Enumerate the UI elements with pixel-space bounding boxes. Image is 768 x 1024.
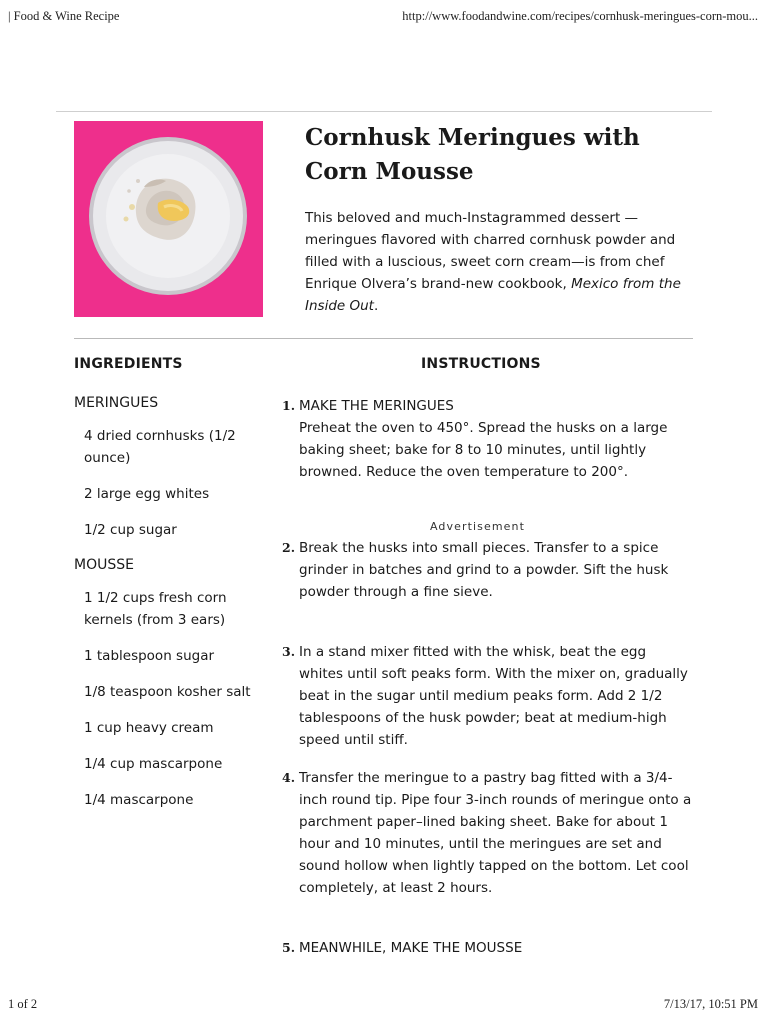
print-timestamp: 7/13/17, 10:51 PM: [663, 997, 758, 1011]
intro-book-title: Mexico from the Inside Out: [305, 276, 681, 314]
ingredient-item: 4 dried cornhusks (1/2 ounce): [84, 428, 236, 466]
ingredient-section-title: MOUSSE: [74, 557, 134, 573]
header-divider: [56, 111, 712, 112]
ingredient-list-mousse: [74, 587, 264, 811]
recipe-intro: [305, 207, 690, 317]
instruction-step: [282, 767, 692, 899]
step-text: Transfer the meringue to a pastry bag fitted with a 3/4-inch round tip. Pipe four 3-inch rounds of meringue onto a parchment paper–lined baking sheet. Bake for about 1 hour and 10 minutes, until the meringues are set and sound hollow when lightly tapped on the bottom. Let cool completely, at least 2 hours.: [299, 770, 692, 896]
ingredient-item: 1 1/2 cups fresh corn kernels (from 3 ears): [84, 590, 227, 628]
ingredient-item: 1 cup heavy cream: [84, 720, 214, 736]
step-lead: MAKE THE MERINGUES: [299, 398, 454, 414]
ingredient-item: 2 large egg whites: [84, 486, 210, 502]
ingredient-list-meringues: [74, 425, 264, 541]
ingredient-item: 1 tablespoon sugar: [84, 648, 215, 664]
print-header-title: | Food & Wine Recipe: [8, 9, 120, 23]
page-counter: 1 of 2: [8, 997, 38, 1011]
step-number: 2.: [282, 540, 296, 555]
step-text: Preheat the oven to 450°. Spread the husks on a large baking sheet; bake for 8 to 10 minutes, until lightly browned. Reduce the oven temperature to 200°.: [299, 420, 668, 480]
content-divider: [74, 338, 693, 339]
ingredient-item: 1/4 mascarpone: [84, 792, 194, 808]
instruction-step: [282, 937, 692, 959]
ingredient-section-title: MERINGUES: [74, 395, 159, 411]
ingredient-item: 1/8 teaspoon kosher salt: [84, 684, 251, 700]
ingredient-item: 1/2 cup sugar: [84, 522, 177, 538]
intro-end: .: [373, 298, 379, 314]
instruction-step: [282, 537, 692, 603]
recipe-photo: [74, 121, 263, 317]
ingredient-item: 1/4 cup mascarpone: [84, 756, 223, 772]
step-number: 4.: [282, 770, 296, 785]
recipe-title: Cornhusk Meringues with Corn Mousse: [305, 124, 640, 185]
step-number: 1.: [282, 398, 296, 413]
step-text: In a stand mixer fitted with the whisk, beat the egg whites until soft peaks form. With the mixer on, gradually beat in the sugar until medium peaks form. Add 2 1/2 tablespoons of the husk powder; beat at medium-high speed until stiff.: [299, 644, 688, 748]
advertisement-label: Advertisement: [429, 520, 526, 533]
print-header-url: http://www.foodandwine.com/recipes/cornhusk-meringues-corn-mou...: [402, 9, 758, 23]
step-text: Break the husks into small pieces. Transfer to a spice grinder in batches and grind to a powder. Sift the husk powder through a fine sieve.: [299, 540, 669, 600]
intro-text: This beloved and much-Instagrammed dessert —meringues flavored with charred cornhusk powder and filled with a luscious, sweet corn cream—is from chef Enrique Olvera’s brand-new cookbook,: [305, 210, 676, 292]
instruction-step: [282, 641, 692, 751]
step-number: 3.: [282, 644, 296, 659]
instructions-heading: INSTRUCTIONS: [421, 356, 541, 372]
step-text: MEANWHILE, MAKE THE MOUSSE: [299, 940, 523, 956]
instruction-step: [282, 395, 692, 483]
ingredients-column: [74, 393, 264, 825]
step-number: 5.: [282, 940, 296, 955]
ingredients-heading: INGREDIENTS: [74, 356, 183, 372]
